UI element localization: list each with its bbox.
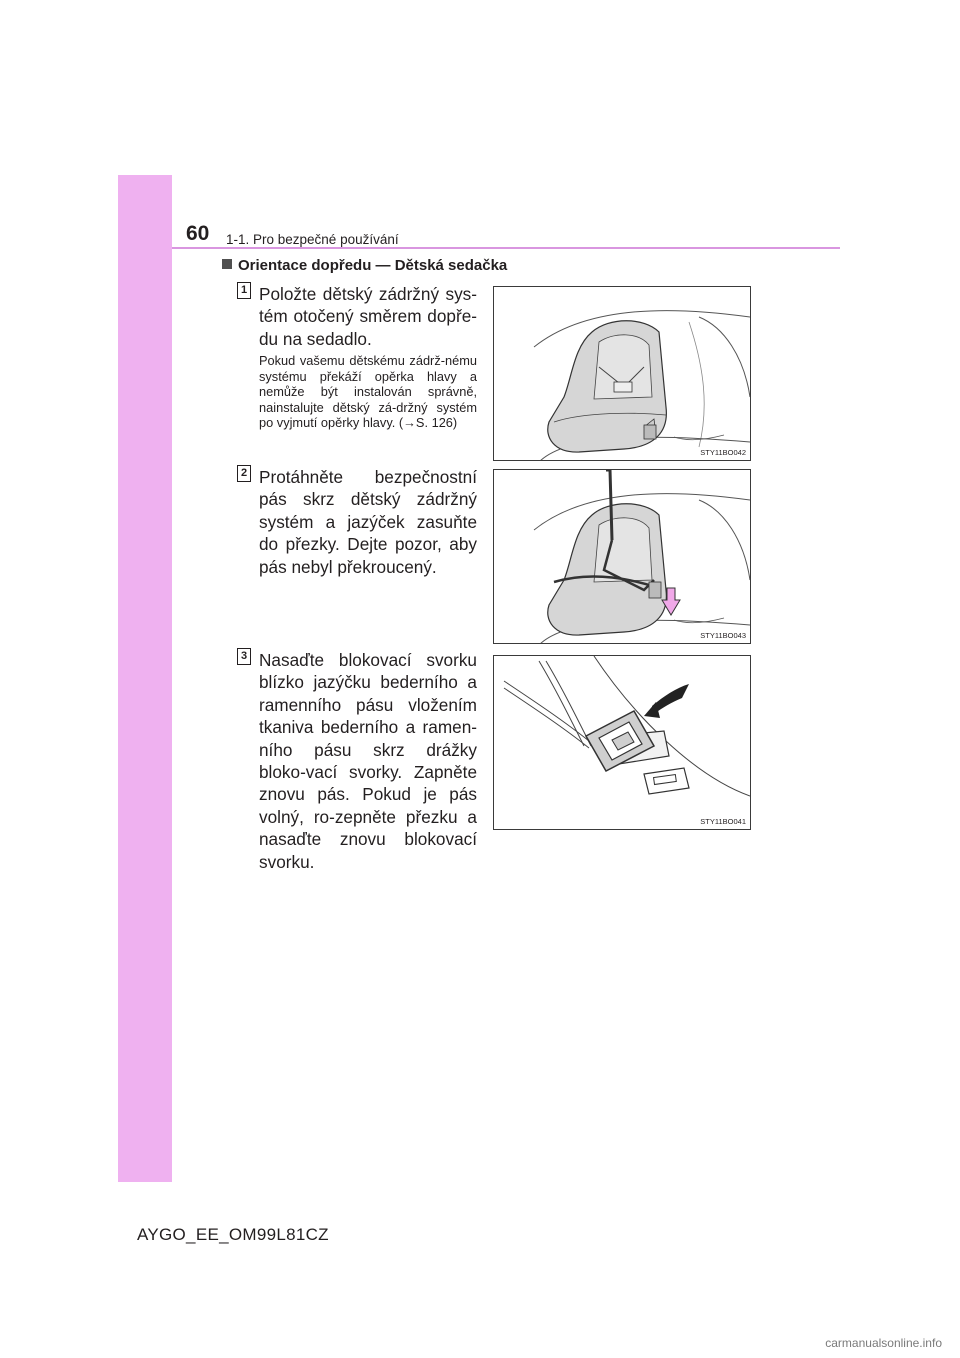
step-number-2: 2 — [237, 465, 251, 482]
step-3-text: Nasaďte blokovací svorku blízko jazýčku bederního a ramenního pásu vložením tkaniva bederního a ramen-ního pásu skrz drážky bloko-vací svorky. Zapněte znovu pás. Pokud je pás volný, ro-zepněte přezku a nasaďte znovu blokovací svorku. — [259, 650, 477, 872]
figure-belt-routing — [493, 469, 751, 644]
page-number: 60 — [186, 222, 210, 245]
figure-locking-clip — [493, 655, 751, 830]
square-bullet-icon — [222, 259, 232, 269]
figure-code: STY11BO041 — [700, 817, 746, 826]
figure-forward-seat — [493, 286, 751, 461]
belt-routing-illustration — [494, 470, 750, 643]
step-2-text: Protáhněte bezpečnostní pás skrz dětský zádržný systém a jazýček zasuňte do přezky. Dejte pozor, aby pás nebyl překroucený. — [259, 467, 477, 577]
section-heading — [222, 257, 507, 274]
step-1-note: Pokud vašemu dětskému zádrž-nému systému překáží opěrka hlavy a nemůže být instalován správně, nainstalujte dětský zá-držný systém po vyjmutí opěrky hlavy. (→S. 126) — [259, 353, 477, 431]
locking-clip-illustration — [494, 656, 750, 829]
chapter-tab-band — [118, 175, 172, 1182]
child-seat-illustration — [494, 287, 750, 460]
section-heading-text: Orientace dopředu — Dětská sedačka — [238, 257, 508, 274]
figure-code: STY11BO043 — [700, 631, 746, 640]
watermark: carmanualsonline.info — [825, 1336, 942, 1350]
document-code: AYGO_EE_OM99L81CZ — [137, 1225, 329, 1244]
section-title: 1-1. Pro bezpečné používání — [226, 232, 399, 247]
figure-code: STY11BO042 — [700, 448, 746, 457]
step-number-1: 1 — [237, 282, 251, 299]
step-number-3: 3 — [237, 648, 251, 665]
header-divider — [172, 247, 840, 249]
step-1-text: Položte dětský zádržný sys-tém otočený směrem dopře-du na sedadlo. — [259, 284, 477, 349]
